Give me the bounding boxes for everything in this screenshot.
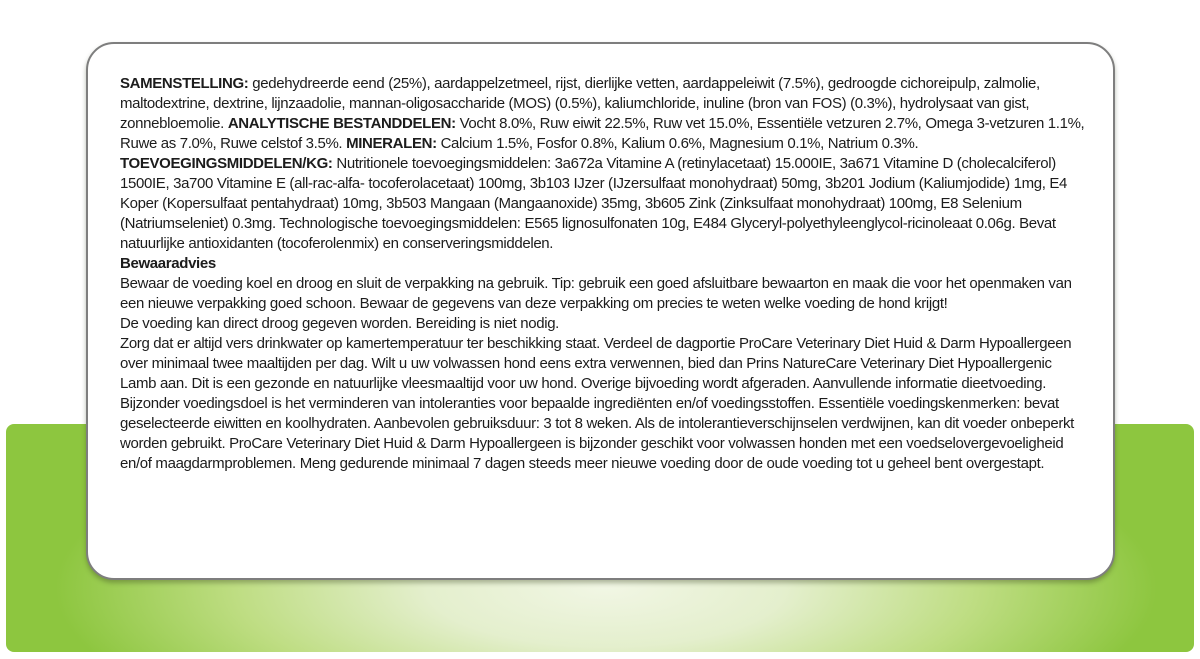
storage-advice-paragraph: Bewaar de voeding koel en droog en sluit de verpakking na gebruik. Tip: gebruik een goed afsluitbare bewaarton en maak die voor het openmaken van een nieuwe verpakking goed schoon. Bewaar de gegevens van deze verpakking om precies te weten welke voeding de hond krijgt! xyxy=(120,275,1072,312)
preparation-paragraph: De voeding kan direct droog gegeven worden. Bereiding is niet nodig. xyxy=(120,315,560,332)
feeding-advice-paragraph: Zorg dat er altijd vers drinkwater op kamertemperatuur ter beschikking staat. Verdeel de dagportie ProCare Veterinary Diet Huid & Darm Hypoallergeen over minimaal twee maaltijden per dag. Wilt u uw volwassen hond eens extra verwennen, bied dan Prins NatureCare Veterinary Diet Hypoallergenic Lamb aan. Dit is een gezonde en natuurlijke vleesmaaltijd voor uw hond. Overige bijvoeding wordt afgeraden. Aanvullende informatie dieetvoeding. Bijzonder voedingsdoel is het verminderen van intoleranties voor bepaalde ingrediënten en/of voedingsstoffen. Essentiële voedingskenmerken: bevat geselecteerde eiwitten en koolhydraten. Aanbevolen gebruiksduur: 3 tot 8 weken. Als de intolerantieverschijnselen verdwijnen, kan dit voeder onbeperkt worden gebruikt. ProCare Veterinary Diet Huid & Darm Hypoallergeen is bijzonder geschikt voor volwassen honden met een voedselovergevoeligheid en/of maagdarmproblemen. Meng gedurende minimaal 7 dagen steeds meer nieuwe voeding door de oude voeding tot u geheel bent overgestapt. xyxy=(120,335,1074,472)
composition-paragraph: SAMENSTELLING: gedehydreerde eend (25%), aardappelzetmeel, rijst, dierlijke vetten, aardappeleiwit (7.5%), gedroogde cichoreipulp, zalmolie, maltodextrine, dextrine, lijnzaadolie, mannan-oligosaccharide (MOS) (0.5%), kaliumchloride, inuline (bron van FOS) (0.3%), hydrolysaat van gist, zonnebloemolie. ANALYTISCHE BESTANDDELEN: Vocht 8.0%, Ruw eiwit 22.5%, Ruw vet 15.0%, Essentiële vetzuren 2.7%, Omega 3-vetzuren 1.1%, Ruwe as 7.0%, Ruwe celstof 3.5%. MINERALEN: Calcium 1.5%, Fosfor 0.8%, Kalium 0.6%, Magnesium 0.1%, Natrium 0.3%. xyxy=(120,75,1085,152)
additives-paragraph: TOEVOEGINGSMIDDELEN/KG: Nutritionele toevoegingsmiddelen: 3a672a Vitamine A (retinylacetaat) 15.000IE, 3a671 Vitamine D (cholecalciferol) 1500IE, 3a700 Vitamine E (all-rac-alfa- tocoferolacetaat) 100mg, 3b103 IJzer (IJzersulfaat monohydraat) 50mg, 3b201 Jodium (Kaliumjodide) 1mg, E4 Koper (Kopersulfaat pentahydraat) 10mg, 3b503 Mangaan (Mangaanoxide) 35mg, 3b605 Zink (Zinksulfaat monohydraat) 100mg, E8 Selenium (Natriumseleniet) 0.3mg. Technologische toevoegingsmiddelen: E565 lignosulfonaten 10g, E484 Glyceryl-polyethyleenglycol-ricinoleaat 0.06g. Bevat natuurlijke antioxidanten (tocoferolenmix) en conserveringsmiddelen. xyxy=(120,155,1068,252)
label-card xyxy=(86,42,1115,580)
storage-advice-heading: Bewaaradvies xyxy=(120,255,216,272)
